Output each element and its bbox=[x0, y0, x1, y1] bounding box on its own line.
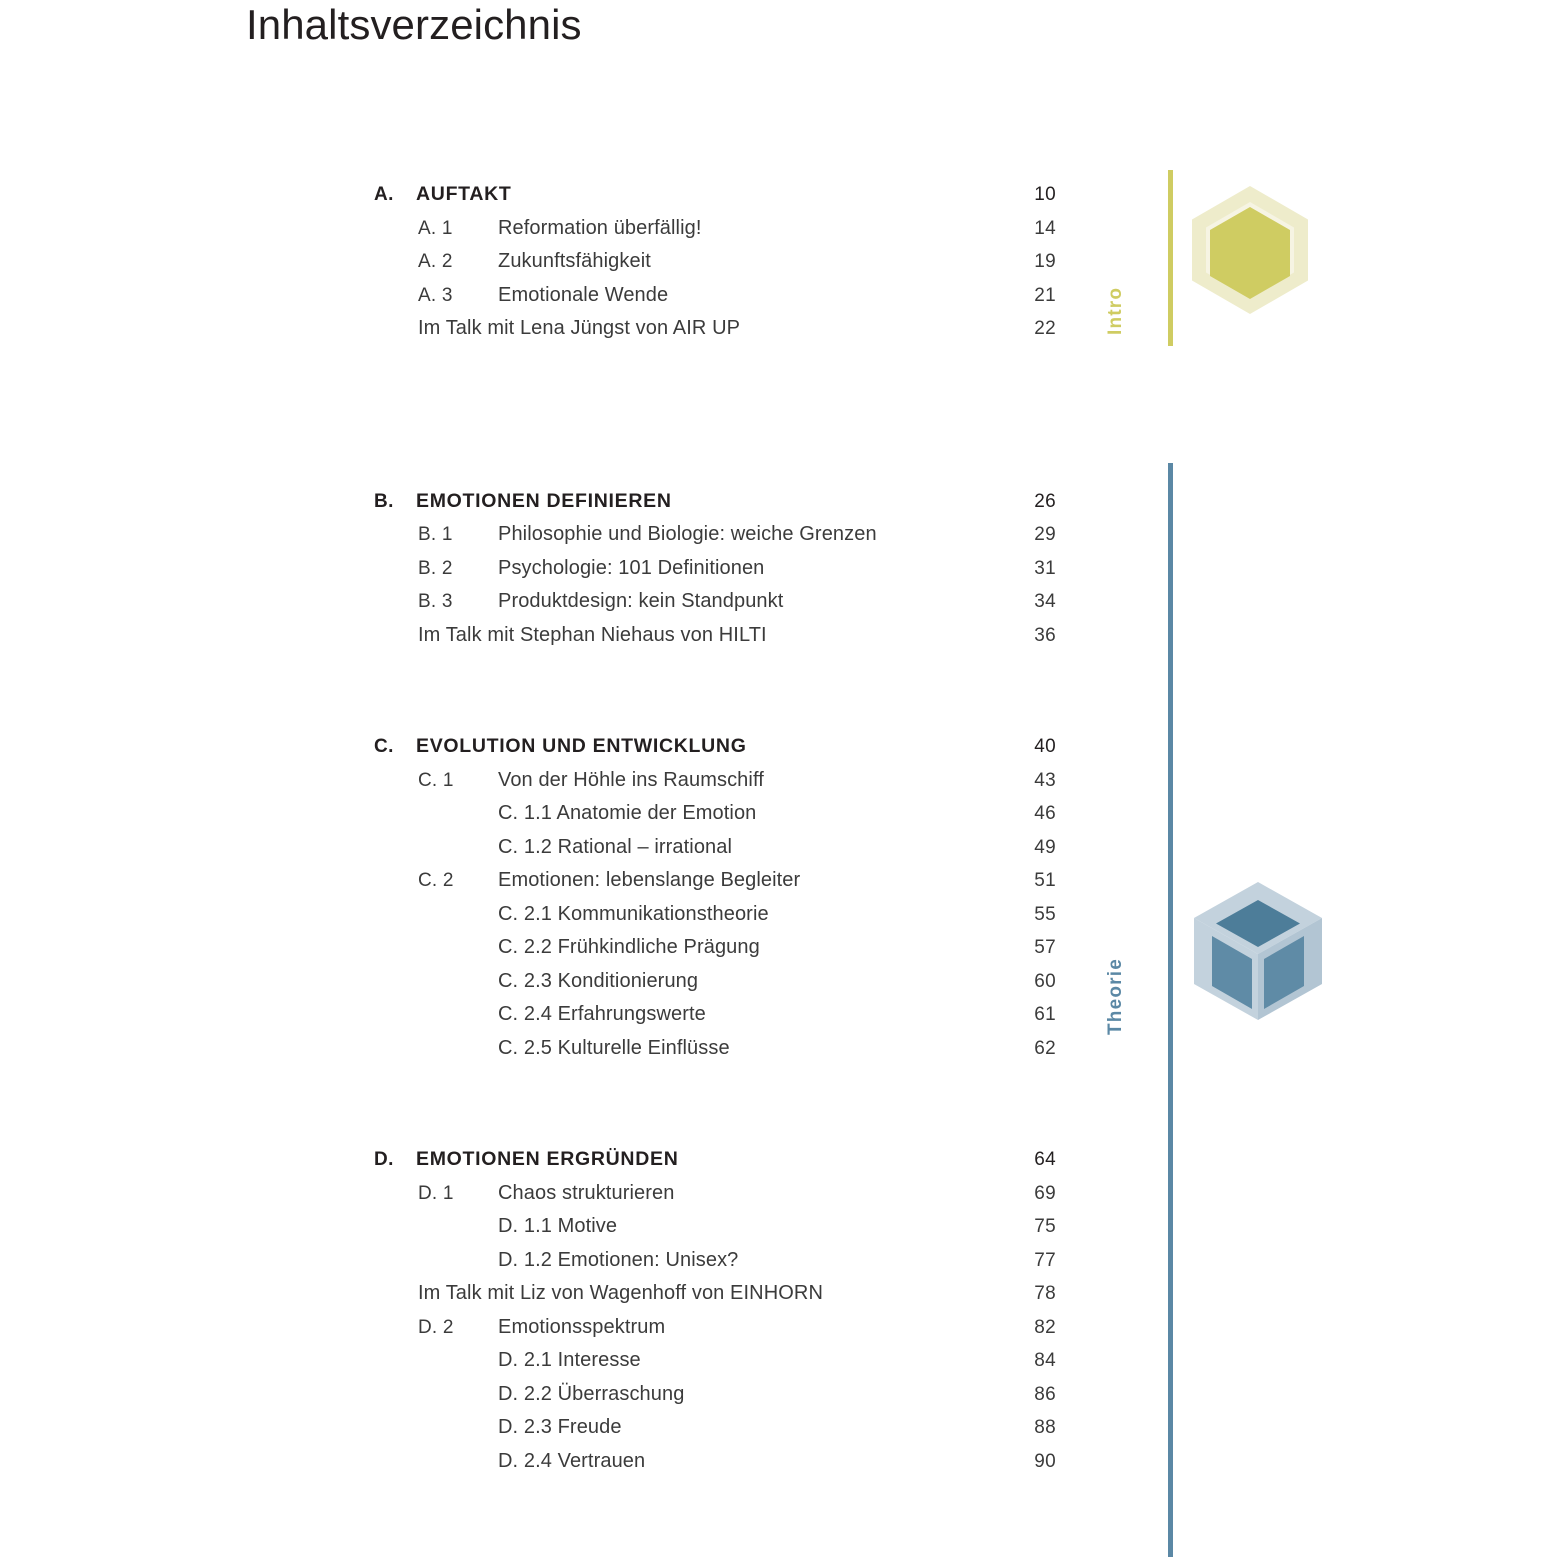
chapter-letter: D. bbox=[374, 1149, 394, 1170]
toc-row[interactable] bbox=[374, 864, 1056, 898]
toc-row[interactable] bbox=[374, 898, 1056, 932]
interview-label: Im Talk mit Liz von Wagenhoff von EINHORN bbox=[418, 1282, 823, 1304]
toc-row[interactable] bbox=[374, 1244, 1056, 1278]
toc-row[interactable] bbox=[374, 764, 1056, 798]
interview-label: Im Talk mit Stephan Niehaus von HILTI bbox=[418, 623, 767, 646]
page-number: 21 bbox=[1034, 284, 1056, 306]
toc-row[interactable] bbox=[374, 619, 1056, 653]
toc-row[interactable] bbox=[374, 485, 1056, 519]
toc-row[interactable] bbox=[374, 1344, 1056, 1378]
page-number: 34 bbox=[1034, 591, 1056, 612]
subsection-label: C. 2.5 Kulturelle Einflüsse bbox=[498, 1036, 730, 1059]
toc-row[interactable] bbox=[374, 965, 1056, 999]
section-label: Reformation überfällig! bbox=[498, 216, 702, 239]
chapter-title: EMOTIONEN DEFINIEREN bbox=[416, 489, 672, 512]
toc-row[interactable] bbox=[374, 931, 1056, 965]
chapter-title: EVOLUTION UND ENTWICKLUNG bbox=[416, 735, 747, 757]
chapter-title: AUFTAKT bbox=[416, 183, 512, 205]
hexagon-icon bbox=[1182, 182, 1318, 318]
page-title: Inhaltsverzeichnis bbox=[246, 1, 582, 48]
page-number: 88 bbox=[1034, 1417, 1056, 1438]
chapter-title: EMOTIONEN ERGRÜNDEN bbox=[416, 1148, 679, 1170]
page-number: 62 bbox=[1034, 1037, 1056, 1059]
toc-group-b bbox=[374, 485, 1056, 653]
toc-row[interactable] bbox=[374, 1445, 1056, 1479]
page-number: 49 bbox=[1034, 836, 1056, 858]
section-number: A. 2 bbox=[418, 251, 453, 272]
interview-label: Im Talk mit Lena Jüngst von AIR UP bbox=[418, 317, 741, 339]
toc-row[interactable] bbox=[374, 1311, 1056, 1345]
page-number: 19 bbox=[1034, 251, 1056, 272]
page-number: 46 bbox=[1034, 803, 1056, 824]
toc-row[interactable] bbox=[374, 1378, 1056, 1412]
toc-row[interactable] bbox=[374, 730, 1056, 764]
section-label: Emotionsspektrum bbox=[498, 1315, 666, 1338]
subsection-label: D. 1.2 Emotionen: Unisex? bbox=[498, 1248, 739, 1271]
section-number: B. 3 bbox=[418, 591, 453, 612]
toc-group-d bbox=[374, 1143, 1056, 1478]
section-label: Von der Höhle ins Raumschiff bbox=[498, 768, 764, 791]
toc-row[interactable] bbox=[374, 1177, 1056, 1211]
section-number: D. 1 bbox=[418, 1182, 454, 1204]
subsection-label: C. 2.2 Frühkindliche Prägung bbox=[498, 936, 760, 958]
subsection-label: D. 2.3 Freude bbox=[498, 1416, 622, 1438]
chapter-letter: B. bbox=[374, 490, 394, 512]
chapter-letter: A. bbox=[374, 184, 394, 205]
subsection-label: D. 2.1 Interesse bbox=[498, 1349, 641, 1371]
theorie-rail-label: Theorie bbox=[1105, 957, 1126, 1035]
section-number: B. 1 bbox=[418, 524, 453, 545]
table-of-contents bbox=[374, 178, 1056, 1478]
subsection-label: C. 1.1 Anatomie der Emotion bbox=[498, 802, 757, 824]
toc-row[interactable] bbox=[374, 1032, 1056, 1066]
page-number: 90 bbox=[1034, 1450, 1056, 1472]
section-label: Philosophie und Biologie: weiche Grenzen bbox=[498, 523, 877, 545]
page-number: 14 bbox=[1034, 217, 1056, 239]
toc-row[interactable] bbox=[374, 1143, 1056, 1177]
page-number: 29 bbox=[1034, 524, 1056, 545]
toc-group-c bbox=[374, 730, 1056, 1065]
section-label: Produktdesign: kein Standpunkt bbox=[498, 590, 784, 612]
section-label: Chaos strukturieren bbox=[498, 1181, 675, 1204]
page-number: 55 bbox=[1034, 903, 1056, 925]
page-number: 31 bbox=[1034, 557, 1056, 579]
toc-row[interactable] bbox=[374, 212, 1056, 246]
subsection-label: D. 2.4 Vertrauen bbox=[498, 1449, 646, 1472]
subsection-label: C. 2.3 Konditionierung bbox=[498, 969, 699, 992]
subsection-label: C. 2.1 Kommunikationstheorie bbox=[498, 902, 769, 925]
toc-row[interactable] bbox=[374, 312, 1056, 346]
toc-row[interactable] bbox=[374, 518, 1056, 552]
toc-row[interactable] bbox=[374, 998, 1056, 1032]
section-number: D. 2 bbox=[418, 1316, 454, 1338]
page-number: 43 bbox=[1034, 769, 1056, 791]
toc-row[interactable] bbox=[374, 1411, 1056, 1445]
section-label: Zukunftsfähigkeit bbox=[498, 250, 651, 272]
toc-row[interactable] bbox=[374, 797, 1056, 831]
intro-rail-line bbox=[1168, 170, 1173, 346]
toc-row[interactable] bbox=[374, 178, 1056, 212]
toc-row[interactable] bbox=[374, 585, 1056, 619]
page-number: 51 bbox=[1034, 870, 1056, 891]
toc-row[interactable] bbox=[374, 552, 1056, 586]
page-number: 75 bbox=[1034, 1216, 1056, 1237]
section-label: Emotionen: lebenslange Begleiter bbox=[498, 869, 801, 891]
subsection-label: D. 2.2 Überraschung bbox=[498, 1382, 685, 1405]
section-number: A. 1 bbox=[418, 217, 453, 239]
section-number: A. 3 bbox=[418, 284, 453, 306]
subsection-label: D. 1.1 Motive bbox=[498, 1215, 618, 1237]
page-number: 26 bbox=[1034, 490, 1056, 512]
page-number: 57 bbox=[1034, 937, 1056, 958]
cube-icon bbox=[1188, 878, 1328, 1024]
toc-row[interactable] bbox=[374, 831, 1056, 865]
page-number: 61 bbox=[1034, 1004, 1056, 1025]
section-label: Emotionale Wende bbox=[498, 283, 669, 306]
page-number: 84 bbox=[1034, 1350, 1056, 1371]
page-number: 40 bbox=[1034, 736, 1056, 757]
chapter-letter: C. bbox=[374, 736, 394, 757]
subsection-label: C. 2.4 Erfahrungswerte bbox=[498, 1003, 706, 1025]
page-number: 36 bbox=[1034, 624, 1056, 646]
page-number: 10 bbox=[1034, 184, 1056, 205]
page-number: 64 bbox=[1034, 1149, 1056, 1170]
toc-row[interactable] bbox=[374, 1210, 1056, 1244]
toc-row[interactable] bbox=[374, 245, 1056, 279]
section-label: Psychologie: 101 Definitionen bbox=[498, 556, 765, 579]
section-number: C. 1 bbox=[418, 769, 454, 791]
section-number: B. 2 bbox=[418, 557, 453, 579]
page-number: 82 bbox=[1034, 1316, 1056, 1338]
page-number: 69 bbox=[1034, 1182, 1056, 1204]
toc-row[interactable] bbox=[374, 279, 1056, 313]
page-number: 77 bbox=[1034, 1249, 1056, 1271]
subsection-label: C. 1.2 Rational – irrational bbox=[498, 835, 733, 858]
theorie-rail-line bbox=[1168, 463, 1173, 1557]
section-number: C. 2 bbox=[418, 870, 454, 891]
page-number: 86 bbox=[1034, 1383, 1056, 1405]
toc-group-a bbox=[374, 178, 1056, 346]
intro-rail-label: Intro bbox=[1105, 286, 1126, 335]
page-number: 78 bbox=[1034, 1283, 1056, 1304]
toc-row[interactable] bbox=[374, 1277, 1056, 1311]
page-number: 60 bbox=[1034, 970, 1056, 992]
page-number: 22 bbox=[1034, 318, 1056, 339]
